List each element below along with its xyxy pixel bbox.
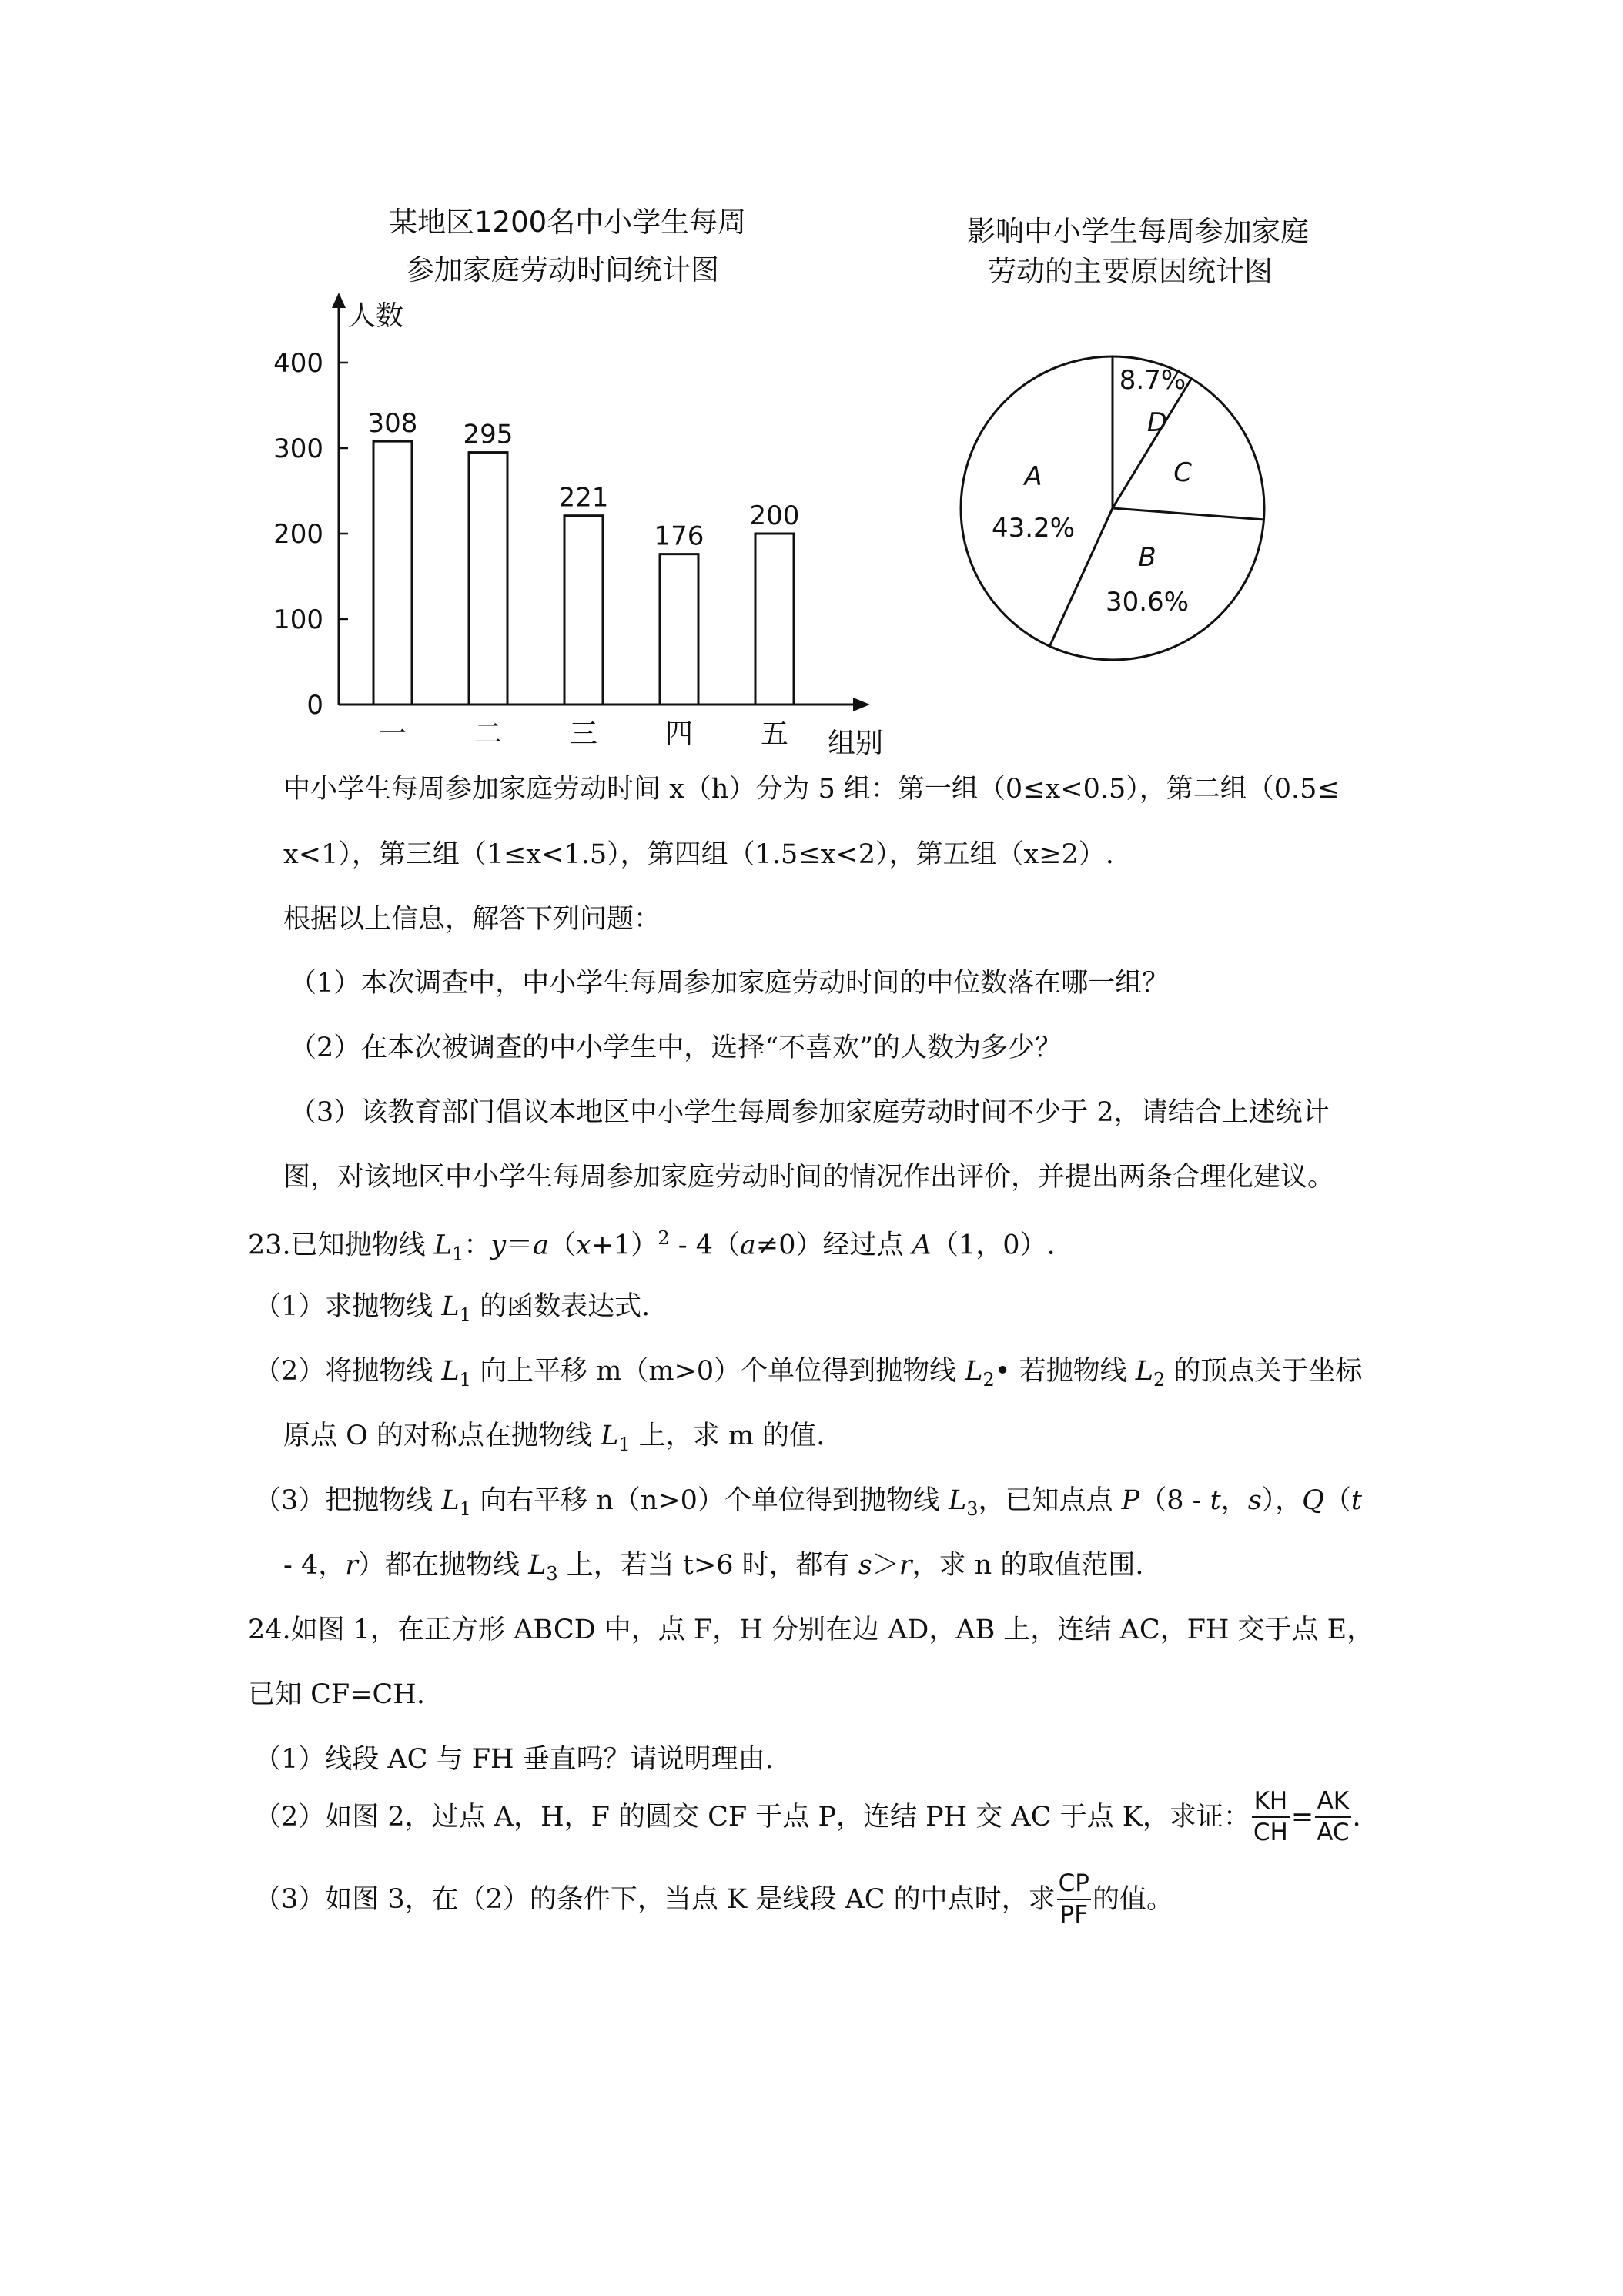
problem22-question3-line2: 图，对该地区中小学生每周参加家庭劳动时间的情况作出评价，并提出两条合理化建议。 — [283, 1162, 1335, 1193]
pie-slice-label: B — [1138, 542, 1156, 573]
bar-chart — [262, 277, 901, 770]
bar — [469, 453, 507, 705]
problem24-stem-line2: 已知 CF=CH. — [248, 1679, 425, 1710]
bar-value-label: 176 — [654, 520, 704, 552]
problem23-question2-line1: （2）将抛物线 $L_1$ 向上平移 m（m>0）个单位得到抛物线 $L_2•$ 若抛物线 $L_2$ 的顶点关于坐标 — [254, 1356, 1363, 1391]
bar-value-label: 221 — [558, 482, 609, 514]
bar-value-label: 308 — [367, 408, 418, 440]
groups-definition-line1: 中小学生每周参加家庭劳动时间 x（h）分为 5 组：第一组（0≤x<0.5），第二组（0.5≤ — [283, 774, 1340, 805]
problem23-question3-line1: （3）把抛物线 $L_1$ 向右平移 n（n>0）个单位得到抛物线 $L_3$，已知点点 P（8 ‑ t，s），Q（t — [254, 1485, 1362, 1520]
problem22-question2: （2）在本次被调查的中小学生中，选择“不喜欢”的人数为多少？ — [289, 1033, 1062, 1063]
pie-slice-percent: 43.2% — [991, 513, 1076, 544]
problem23-question1: （1）求抛物线 $L_1$ 的函数表达式. — [254, 1291, 651, 1326]
problem22-intro: 根据以上信息，解答下列问题： — [283, 904, 661, 935]
y-axis-arrow — [332, 293, 346, 308]
problem24-question2: （2）如图 2，过点 A，H，F 的圆交 CF 于点 P，连结 PH 交 AC 于点 K，求证： $\frac{KH}{CH}$ = $\frac{AK}{AC}$ . — [254, 1787, 1361, 1846]
pie-chart — [955, 346, 1293, 670]
bar-chart-title-line1: 某地区1200名中小学生每周 — [389, 206, 747, 239]
bar-chart-title-line2: 参加家庭劳动时间统计图 — [406, 253, 719, 286]
x-tick-label: 一 — [378, 718, 407, 750]
problem22-question1: （1）本次调查中，中小学生每周参加家庭劳动时间的中位数落在哪一组？ — [289, 968, 1170, 999]
pie-slice-percent: 30.6% — [1105, 587, 1190, 618]
groups-definition-line2: x<1），第三组（1≤x<1.5），第四组（1.5≤x<2），第五组（x≥2）. — [283, 839, 1114, 870]
problem24-question1: （1）线段 AC 与 FH 垂直吗？请说明理由. — [254, 1744, 774, 1775]
pie-chart-title-line2: 劳动的主要原因统计图 — [988, 255, 1273, 288]
x-tick-label: 三 — [569, 718, 598, 750]
y-tick-label: 400 — [273, 348, 323, 379]
problem22-question3-line1: （3）该教育部门倡议本地区中小学生每周参加家庭劳动时间不少于 2，请结合上述统计 — [289, 1097, 1330, 1128]
bar-value-label: 295 — [463, 419, 514, 450]
y-tick-label: 300 — [273, 433, 323, 464]
fraction-cp-pf: $\frac{CP}{PF}$ — [1058, 1869, 1089, 1929]
pie-chart-title-line1: 影响中小学生每周参加家庭 — [967, 215, 1309, 248]
y-tick-label: 100 — [273, 604, 323, 635]
x-tick-label: 五 — [760, 718, 789, 750]
bar — [660, 554, 698, 705]
y-tick-label: 0 — [306, 690, 323, 721]
y-axis-label: 人数 — [348, 300, 404, 332]
x-tick-label: 二 — [474, 718, 503, 750]
x-axis-label: 组别 — [828, 728, 884, 759]
problem23-question3-line2: ‑ 4，r）都在抛物线 $L_3$ 上，若当 t>6 时，都有 s＞r，求 n 的取值范围. — [283, 1550, 1144, 1585]
y-tick-label: 200 — [273, 519, 323, 550]
problem23-question2-line2: 原点 O 的对称点在抛物线 $L_1$ 上，求 m 的值. — [283, 1421, 825, 1455]
pie-slice-label: C — [1173, 457, 1193, 489]
pie-slice-label: A — [1024, 461, 1042, 492]
problem24-stem-line1: 24.如图 1，在正方形 ABCD 中，点 F，H 分别在边 AD，AB 上，连结 AC，FH 交于点 E， — [248, 1615, 1374, 1645]
pie-slice-percent: 8.7% — [1119, 365, 1186, 396]
fraction-kh-ch: $\frac{KH}{CH}$ — [1253, 1787, 1288, 1846]
problem23-stem: 23.已知抛物线 $L_1$：$y=a(x+1)^2$ ‑ 4（a≠0）经过点 A（1，0）. — [248, 1227, 1056, 1265]
problem24-question3: （3）如图 3，在（2）的条件下，当点 K 是线段 AC 的中点时，求 $\frac{CP}{PF}$ 的值。 — [254, 1869, 1173, 1929]
bar-value-label: 200 — [749, 500, 800, 531]
bar — [755, 534, 794, 705]
pie-slice-label: D — [1146, 407, 1168, 438]
bar — [564, 516, 603, 705]
x-tick-label: 四 — [664, 718, 694, 750]
fraction-ak-ac: $\frac{AK}{AC}$ — [1317, 1787, 1350, 1846]
x-axis-arrow — [853, 698, 870, 711]
bar — [373, 441, 412, 705]
